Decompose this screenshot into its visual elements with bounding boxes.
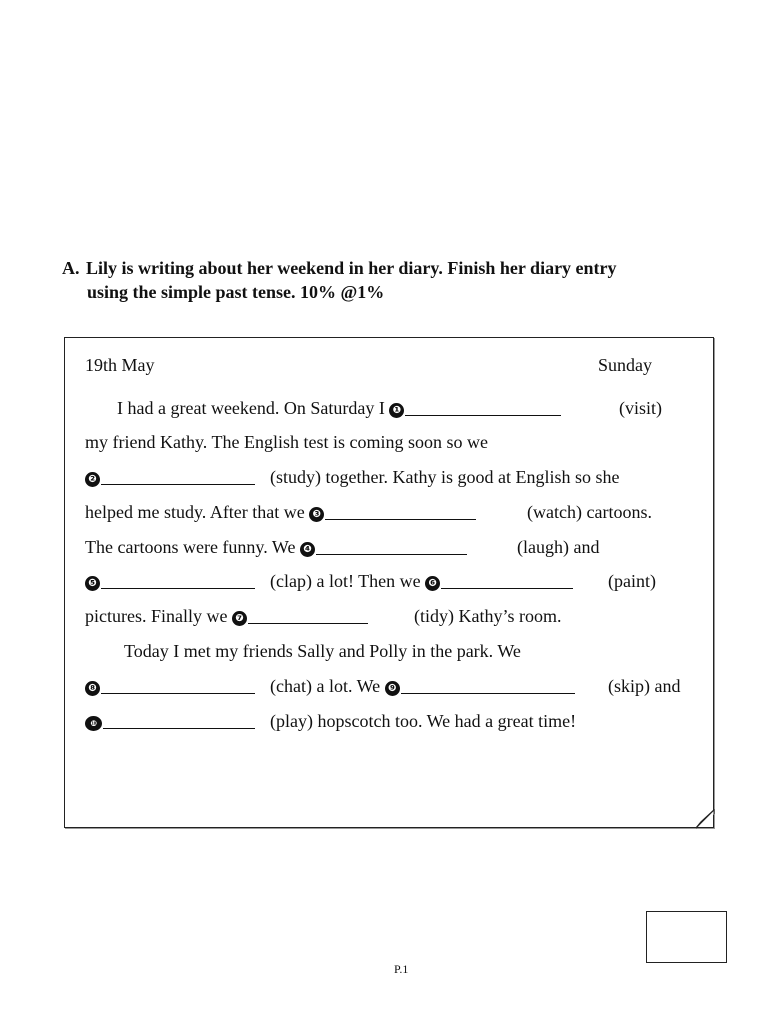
line-5-text: The cartoons were funny. We <box>85 537 296 557</box>
diary-day: Sunday <box>598 355 652 375</box>
instruction-line-1: Lily is writing about her weekend in her diary. Finish her diary entry <box>86 258 617 278</box>
line-9-mid: (chat) a lot. We <box>270 676 381 696</box>
question-letter: A. <box>62 258 80 278</box>
line-7-text: pictures. Finally we <box>85 606 228 626</box>
page-number: P.1 <box>394 962 409 976</box>
answer-blank-4[interactable] <box>316 540 467 555</box>
diary-line-10 <box>85 710 255 732</box>
blank-number-3: ❸ <box>309 507 324 522</box>
blank-number-2: ❷ <box>85 472 100 487</box>
diary-line-6b <box>270 570 573 592</box>
diary-line-9b <box>270 675 575 697</box>
diary-line-6 <box>85 570 255 592</box>
blank-number-4: ❹ <box>300 542 315 557</box>
blank-number-6: ❻ <box>425 576 440 591</box>
blank-number-7: ❼ <box>232 611 247 626</box>
instruction-line-2: using the simple past tense. 10% @1% <box>87 282 385 302</box>
answer-blank-5[interactable] <box>101 574 255 589</box>
answer-blank-7[interactable] <box>248 609 368 624</box>
page-curl-icon <box>695 809 715 829</box>
line-4-rest: (watch) cartoons. <box>527 502 652 522</box>
line-9-rest: (skip) and <box>608 676 681 696</box>
answer-blank-8[interactable] <box>101 679 255 694</box>
answer-blank-6[interactable] <box>441 574 573 589</box>
line-3-rest: (study) together. Kathy is good at English so she <box>270 467 620 487</box>
blank-number-5: ❺ <box>85 576 100 591</box>
diary-line-9 <box>85 675 255 697</box>
blank-number-8: ❽ <box>85 681 100 696</box>
diary-line-7 <box>85 605 368 627</box>
diary-line-4 <box>85 501 476 523</box>
answer-blank-1[interactable] <box>405 401 561 416</box>
diary-line-5 <box>85 536 467 558</box>
answer-blank-2[interactable] <box>101 470 255 485</box>
line-6-verb: (paint) <box>608 571 656 591</box>
line-1-text: I had a great weekend. On Saturday I <box>117 398 385 418</box>
answer-blank-9[interactable] <box>401 679 575 694</box>
line-4-text: helped me study. After that we <box>85 502 305 522</box>
diary-line-1 <box>117 397 561 419</box>
score-box[interactable] <box>646 911 727 963</box>
line-6-mid: (clap) a lot! Then we <box>270 571 421 591</box>
line-10-rest: (play) hopscotch too. We had a great time! <box>270 711 577 731</box>
diary-line-3 <box>85 466 255 488</box>
answer-blank-3[interactable] <box>325 505 476 520</box>
answer-blank-10[interactable] <box>103 714 255 729</box>
line-1-verb: (visit) <box>619 398 662 418</box>
line-7-rest: (tidy) Kathy’s room. <box>414 606 562 626</box>
blank-number-9: ❾ <box>385 681 400 696</box>
blank-number-10: ❿ <box>85 716 102 731</box>
line-8-text: Today I met my friends Sally and Polly in the park. We <box>124 641 521 661</box>
diary-date: 19th May <box>85 355 155 375</box>
question-heading <box>62 256 712 304</box>
line-5-rest: (laugh) and <box>517 537 600 557</box>
blank-number-1: ❶ <box>389 403 404 418</box>
line-2-text: my friend Kathy. The English test is coming soon so we <box>85 432 488 452</box>
